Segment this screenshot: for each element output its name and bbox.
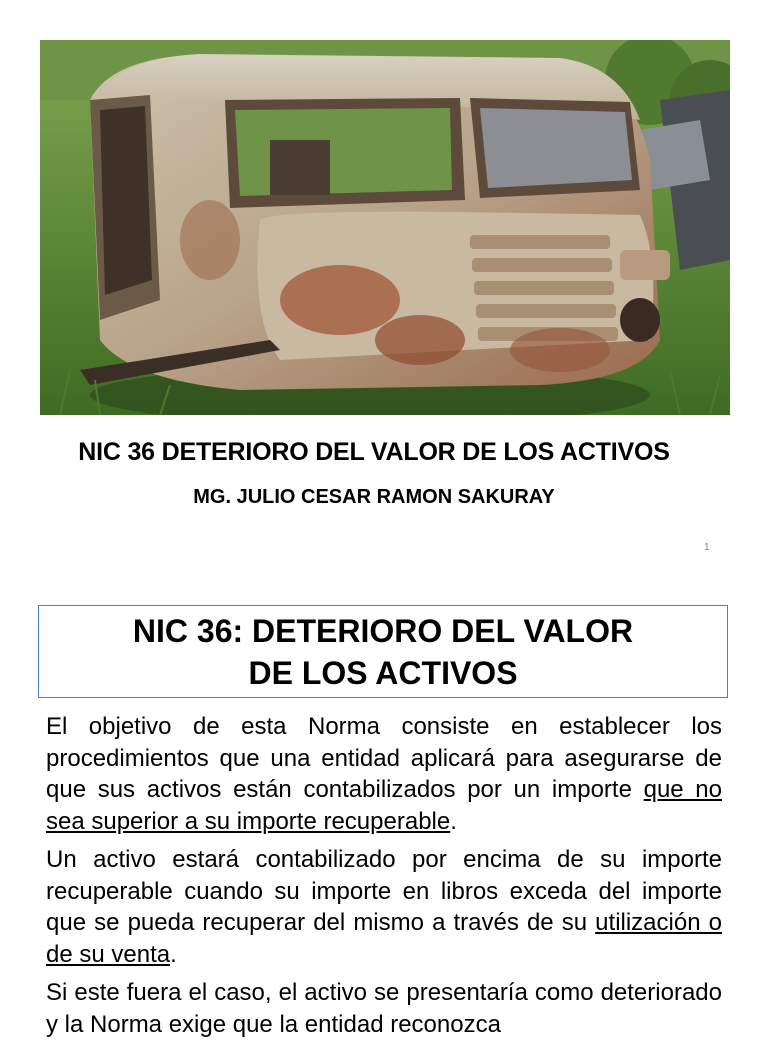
paragraph-activo: [46, 844, 722, 970]
paragraph-deterioro: [46, 977, 722, 1040]
slide2-title-line2: DE LOS ACTIVOS: [248, 654, 518, 691]
paragraph-text: Si este fuera el caso, el activo se presentaría como deteriorado y la Norma exige que la entidad reconozca: [46, 979, 722, 1038]
paragraph-text: Un activo estará contabilizado por encima de su importe recuperable cuando su importe en libros exceda del importe que se pueda recuperar del mismo a través de su: [46, 846, 722, 936]
slide2-title-box: [38, 605, 728, 698]
slide1-author: MG. JULIO CESAR RAMON SAKURAY: [193, 486, 555, 508]
slide2-body: [46, 711, 722, 1047]
underlined-phrase: utilización o de su venta: [46, 909, 722, 968]
paragraph-tail: .: [450, 807, 457, 835]
paragraph-tail: .: [170, 940, 177, 968]
cover-photo-rusted-vehicle: [40, 40, 730, 415]
paragraph-objetivo: [46, 711, 722, 837]
slide2-title-line1: NIC 36: DETERIORO DEL VALOR: [132, 612, 634, 649]
page-number: 1: [704, 542, 710, 553]
slide1-title: NIC 36 DETERIORO DEL VALOR DE LOS ACTIVOS: [78, 438, 670, 466]
underlined-phrase: que no sea superior a su importe recuperable: [46, 776, 722, 835]
paragraph-text: El objetivo de esta Norma consiste en establecer los procedimientos que una entidad aplicará para asegurarse de que sus activos están contabilizados por un importe: [46, 713, 722, 803]
